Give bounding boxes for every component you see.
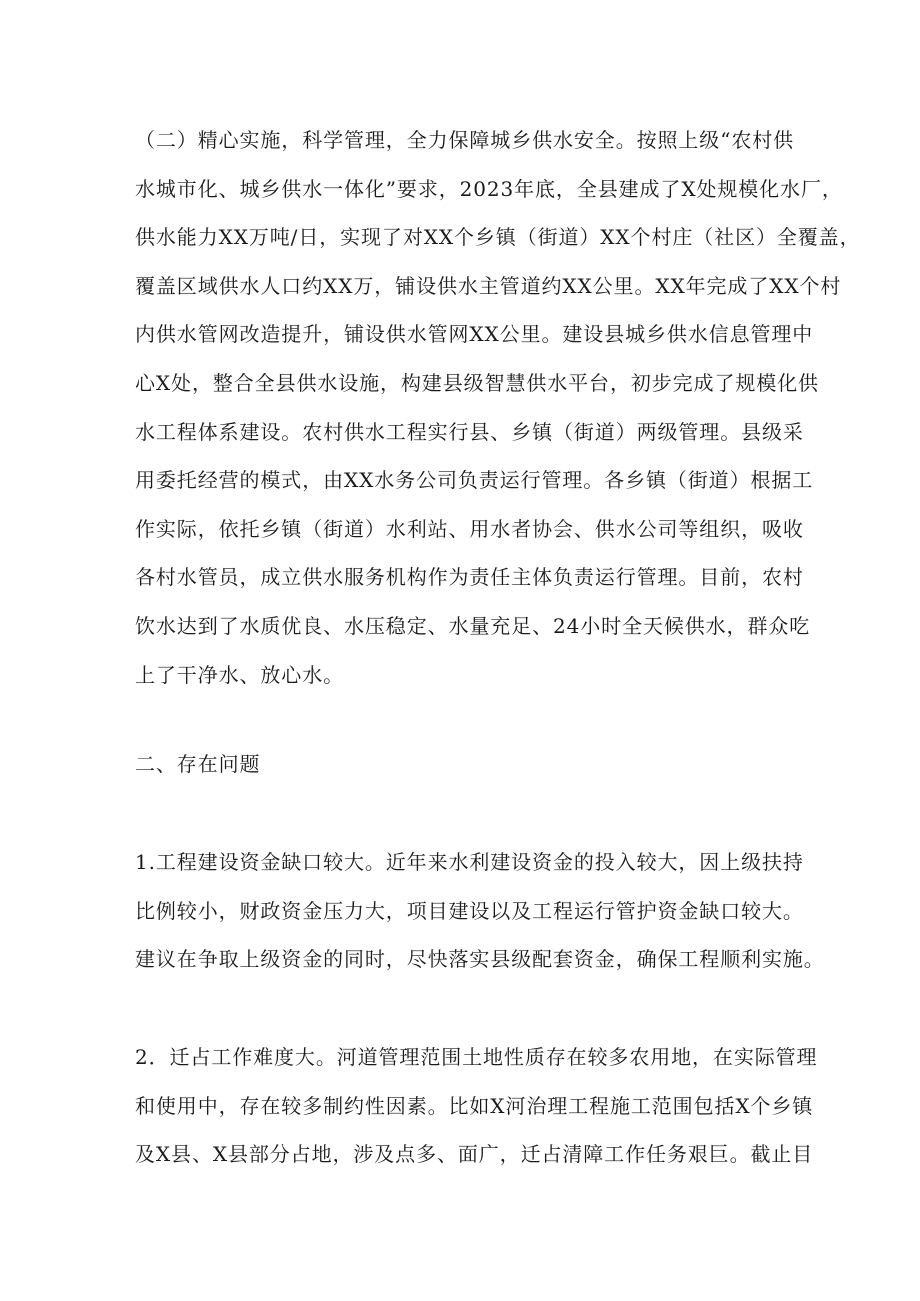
text-line: 水工程体系建设。农村供水工程实行县、乡镇（街道）两级管理。县级采 (135, 419, 804, 444)
text-line: 上了干净水、放心水。 (135, 662, 344, 687)
paragraph-funding-gap (135, 838, 825, 984)
text-line: 及X县、X县部分占地，涉及点多、面广，迁占清障工作任务艰巨。截止目 (135, 1142, 814, 1167)
section-heading: 二、存在问题 (135, 752, 261, 776)
section-heading-existing-problems (135, 740, 795, 789)
text-line: 供水能力XX万吨/日，实现了对XX个乡镇（街道）XX个村庄（社区）全覆盖， (135, 225, 861, 250)
text-line: （二）精心实施，科学管理，全力保障城乡供水安全。按照上级“农村供 (135, 128, 795, 152)
text-line: 心X处，整合全县供水设施，构建县级智慧供水平台，初步完成了规模化供 (135, 370, 819, 395)
text-line: 比例较小，财政资金压力大，项目建设以及工程运行管护资金缺口较大。 (135, 898, 804, 923)
text-line: 饮水达到了水质优良、水压稳定、水量充足、24小时全天候供水，群众吃 (135, 613, 811, 638)
text-line: 覆盖区域供水人口约XX万，铺设供水主管道约XX公里。XX年完成了XX个村 (135, 273, 842, 298)
text-line: 1.工程建设资金缺口较大。近年来水利建设资金的投入较大，因上级扶持 (135, 850, 804, 874)
text-line: 2．迁占工作难度大。河道管理范围土地性质存在较多农用地，在实际管理 (135, 1045, 818, 1069)
paragraph-relocation-difficulty (135, 1033, 818, 1179)
text-line: 和使用中，存在较多制约性因素。比如X河治理工程施工范围包括X个乡镇 (135, 1093, 814, 1118)
text-line: 各村水管员，成立供水服务机构作为责任主体负责运行管理。目前，农村 (135, 565, 804, 590)
text-line: 建议在争取上级资金的同时，尽快落实县级配套资金，确保工程顺利实施。 (135, 947, 825, 972)
text-line: 水城市化、城乡供水一体化”要求，2023年底，全县建成了X处规模化水厂， (135, 176, 843, 201)
text-line: 用委托经营的模式，由XX水务公司负责运行管理。各乡镇（街道）根据工 (135, 468, 814, 493)
paragraph-water-supply-safety (135, 116, 861, 699)
text-line: 内供水管网改造提升，铺设供水管网XX公里。建设县城乡供水信息管理中 (135, 322, 814, 347)
text-line: 作实际，依托乡镇（街道）水利站、用水者协会、供水公司等组织，吸收 (135, 516, 804, 541)
